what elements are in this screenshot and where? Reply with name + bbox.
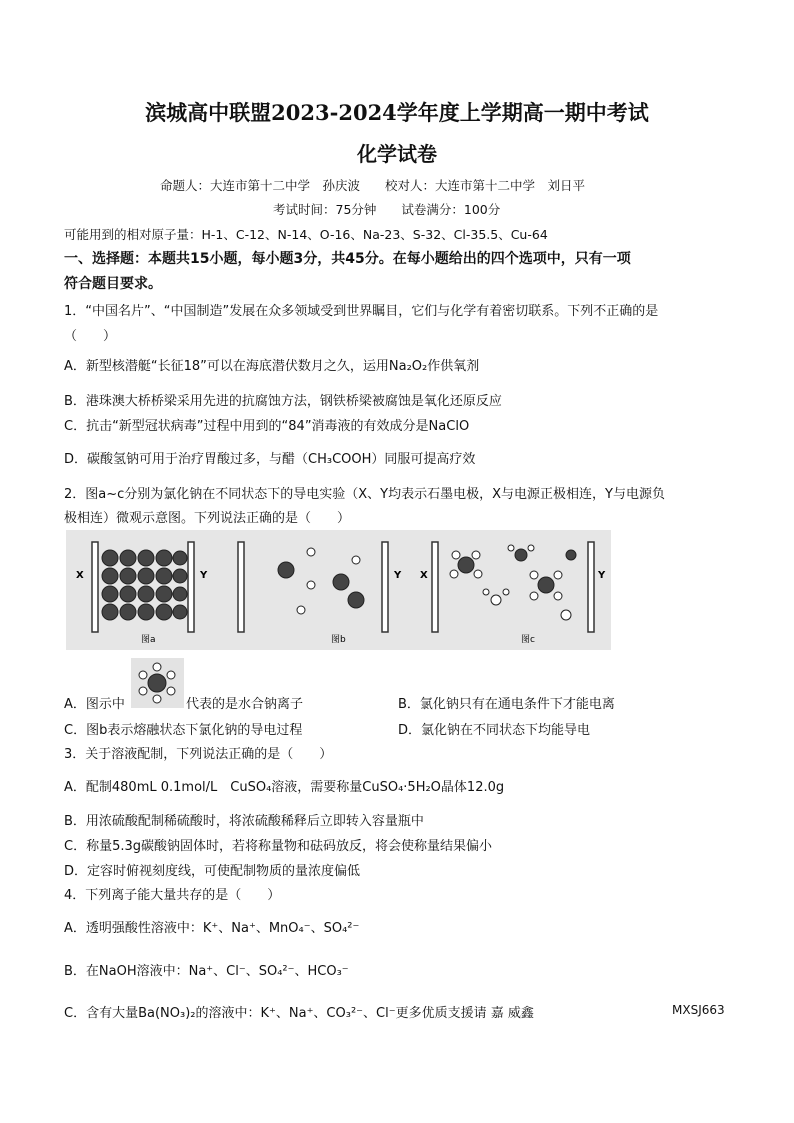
- q2-stem-line2: 极相连）微观示意图。下列说法正确的是（ ）: [64, 511, 351, 526]
- label-y-b: Y: [394, 570, 402, 581]
- label-y-c: Y: [598, 570, 606, 581]
- q2-option-a-prefix: A．图示中: [64, 697, 125, 712]
- label-fig-b: 图b: [331, 635, 346, 645]
- section-heading-line1: 一、选择题：本题共15小题，每小题3分，共45分。在每小题给出的四个选项中，只有一项: [64, 251, 631, 267]
- section-heading-line2: 符合题目要求。: [64, 276, 162, 292]
- electrode-x-c: [432, 542, 438, 632]
- q2-option-d: D．氯化钠在不同状态下均能导电: [398, 723, 591, 738]
- q1-option-b: B．港珠澳大桥桥梁采用先进的抗腐蚀方法，钢铁桥梁被腐蚀是氧化还原反应: [64, 394, 502, 409]
- hydrated-ion-image: [131, 658, 184, 708]
- electrode-y-a: [188, 542, 194, 632]
- label-fig-c: 图c: [521, 635, 535, 645]
- q4-option-a: A．透明强酸性溶液中：K⁺、Na⁺、MnO₄⁻、SO₄²⁻: [64, 921, 360, 936]
- hydrated-ions: [450, 545, 576, 620]
- q1-option-d: D．碳酸氢钠可用于治疗胃酸过多，与醋（CH₃COOH）同服可提高疗效: [64, 452, 476, 467]
- nacl-conduction-figure: [66, 530, 611, 650]
- q2-stem-line1: 2．图a~c分别为氯化钠在不同状态下的导电实验（X、Y均表示石墨电极，X与电源正极相连，Y与电源负: [64, 487, 665, 502]
- electrode-x-b: [238, 542, 244, 632]
- q1-option-a: A．新型核潜艇“长征18”可以在海底潜伏数月之久，运用Na₂O₂作供氧剂: [64, 359, 480, 374]
- q3-stem: 3．关于溶液配制，下列说法正确的是（ ）: [64, 747, 333, 762]
- time-line: 考试时间：75分钟 试卷满分：100分: [273, 202, 501, 217]
- q4-option-b: B．在NaOH溶液中：Na⁺、Cl⁻、SO₄²⁻、HCO₃⁻: [64, 964, 349, 979]
- author-line: 命题人：大连市第十二中学 孙庆波 校对人：大连市第十二中学 刘日平: [160, 178, 586, 193]
- q1-option-c: C．抗击“新型冠状病毒”过程中用到的“84”消毒液的有效成分是NaClO: [64, 419, 470, 434]
- q1-stem-line1: 1．“中国名片”、“中国制造”发展在众多领域受到世界瞩目，它们与化学有着密切联系。下列不正确的是: [64, 304, 659, 319]
- q3-option-a: A．配制480mL 0.1mol/L CuSO₄溶液，需要称量CuSO₄·5H₂O晶体12.0g: [64, 780, 505, 795]
- label-fig-a: 图a: [141, 635, 156, 645]
- q2-option-c: C．图b表示熔融状态下氯化钠的导电过程: [64, 723, 303, 738]
- electrode-y-b: [382, 542, 388, 632]
- label-x-c: X: [420, 570, 428, 581]
- nacl-conduction-diagram: [66, 530, 611, 650]
- atomic-masses: 可能用到的相对原子量：H-1、C-12、N-14、O-16、Na-23、S-32、Cl-35.5、Cu-64: [64, 227, 548, 242]
- q4-option-c: C．含有大量Ba(NO₃)₂的溶液中：K⁺、Na⁺、CO₃²⁻、Cl⁻更多优质支援请 嘉 威鑫: [64, 1006, 534, 1021]
- label-y-a: Y: [200, 570, 208, 581]
- q3-option-b: B．用浓硫酸配制稀硫酸时，将浓硫酸稀释后立即转入容量瓶中: [64, 814, 424, 829]
- crystal-lattice: [102, 550, 187, 620]
- q3-option-d: D．定容时俯视刻度线，可使配制物质的量浓度偏低: [64, 864, 361, 879]
- q2-option-b: B．氯化钠只有在通电条件下才能电离: [398, 697, 615, 712]
- q1-stem-line2: （ ）: [64, 329, 117, 344]
- hydrated-ion-icon: [131, 658, 184, 708]
- exam-subtitle: 化学试卷: [357, 142, 437, 166]
- electrode-y-c: [588, 542, 594, 632]
- label-x-a: X: [76, 570, 84, 581]
- electrode-x-a: [92, 542, 98, 632]
- exam-title: 滨城高中联盟2023-2024学年度上学期高一期中考试: [145, 100, 649, 125]
- q3-option-c: C．称量5.3g碳酸钠固体时，若将称量物和砝码放反，将会使称量结果偏小: [64, 839, 493, 854]
- free-ions: [278, 548, 364, 614]
- q2-option-a-suffix: 代表的是水合钠离子: [186, 697, 304, 712]
- watermark-code: MXSJ663: [672, 1003, 725, 1017]
- q4-stem: 4．下列离子能大量共存的是（ ）: [64, 888, 281, 903]
